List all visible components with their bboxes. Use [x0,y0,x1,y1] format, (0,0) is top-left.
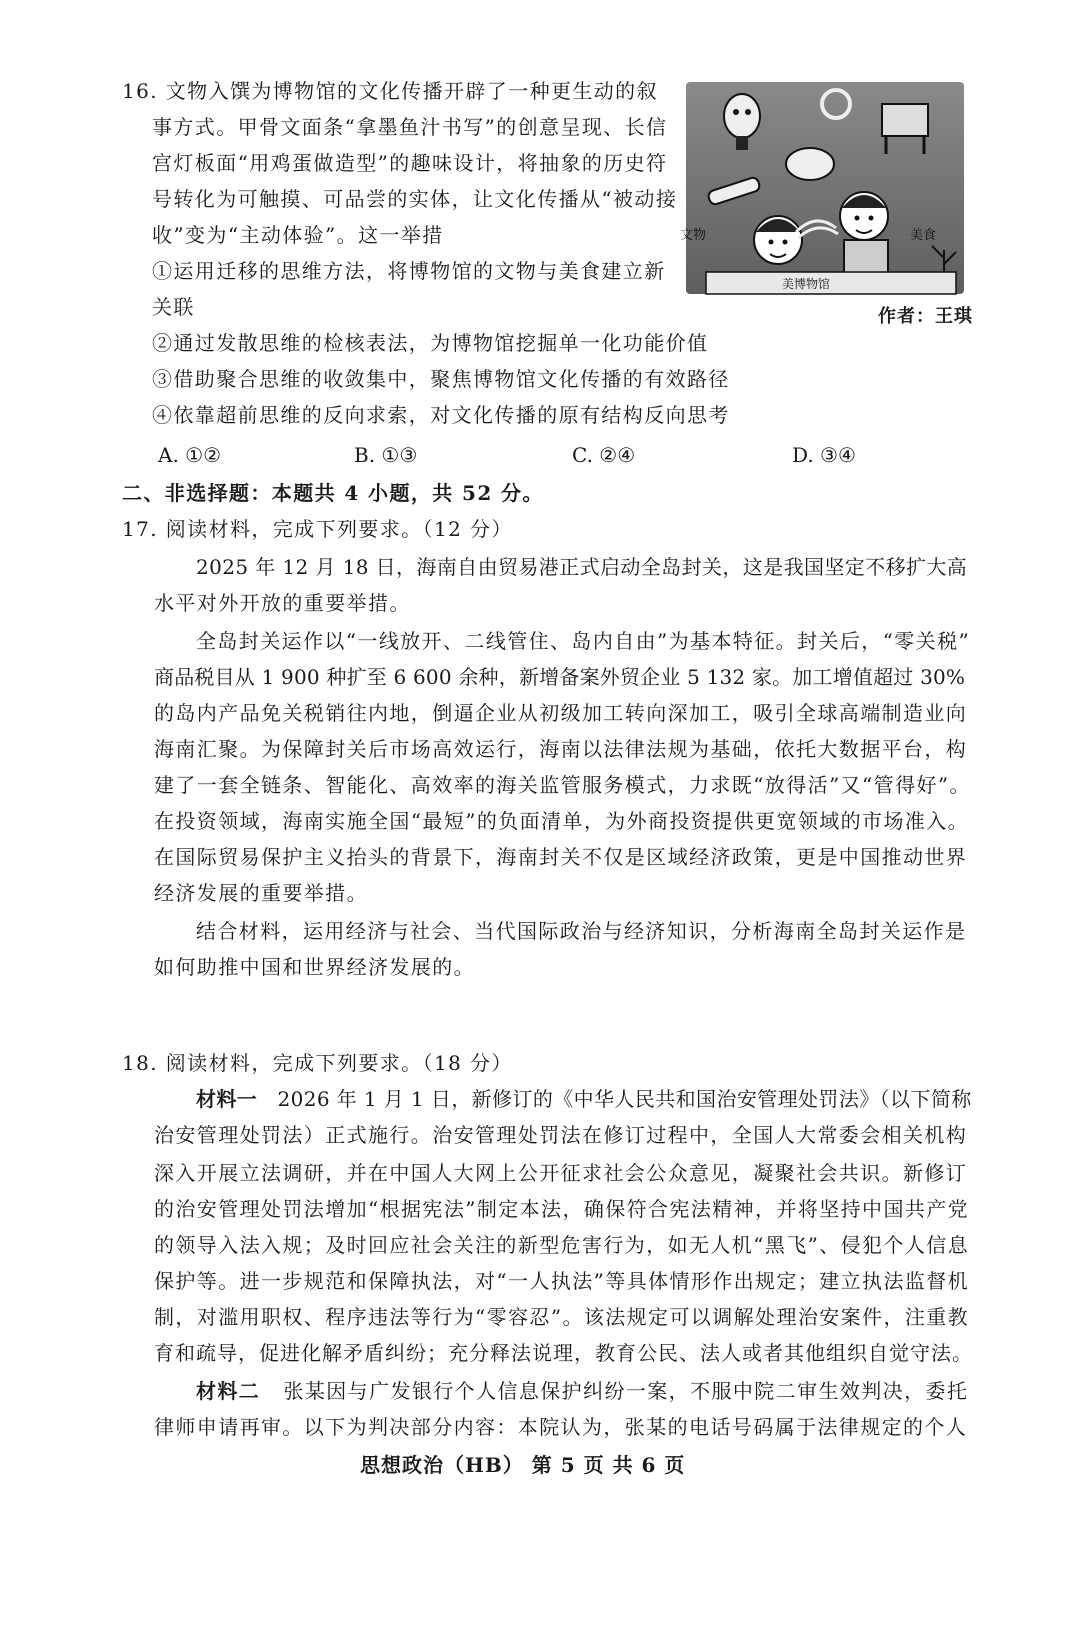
q18-material-1-label: 材料一 [196,1087,258,1111]
q16-line-9: ③借助聚合思维的收敛集中，聚焦博物馆文化传播的有效路径 [152,367,730,391]
cartoon-sign: 美博物馆 [782,277,831,291]
q16-line-1: 16. 文物入馔为博物馆的文化传播开辟了一种更生动的叙 [122,79,658,103]
section-2-heading: 二、非选择题：本题共 4 小题，共 52 分。 [122,481,544,505]
q18-m1-line-2: 治安管理处罚法）正式施行。治安管理处罚法在修订过程中，全国人大常委会相关机构 [154,1123,968,1147]
q17-line-10: 经济发展的重要举措。 [154,881,368,905]
q16-option-d: D. ③④ [792,443,856,467]
q16-line-6: ①运用迁移的思维方法，将博物馆的文物与美食建立新 [152,259,666,283]
q17-line-11: 结合材料，运用经济与社会、当代国际政治与经济知识，分析海南全岛封关运作是 [196,919,967,943]
q18-m1-line-4: 的治安管理处罚法增加“根据宪法”制定本法，确保符合宪法精神，并将坚持中国共产党 [154,1197,970,1221]
q17-line-6: 海南汇聚。为保障封关后市场高效运行，海南以法律法规为基础，依托大数据平台，构 [154,737,968,761]
q17-title: 17. 阅读材料，完成下列要求。（12 分） [122,517,513,541]
jade-disc-icon [822,90,850,118]
bowl-icon [786,148,834,180]
q18-m1-line-8: 育和疏导，促进化解矛盾纠纷；充分释法说理，教育公民、法人或者其他组织自觉守法。 [154,1341,973,1365]
page-footer: 思想政治（HB） 第 5 页 共 6 页 [360,1453,686,1477]
q18-m1-line-5: 的领导入法入规；及时回应社会关注的新型危害行为，如无人机“黑飞”、侵犯个人信息 [154,1233,970,1257]
scroll-icon [707,176,761,205]
q18-m1-line-6: 保护等。进一步规范和保障执法，对“一人执法”等具体情形作出规定；建立执法监督机 [154,1269,970,1293]
q17-line-3: 全岛封关运作以“一线放开、二线管住、岛内自由”为基本特征。封关后，“零关税” [196,629,971,653]
q16-line-5: 收”变为“主动体验”。这一举措 [152,223,444,247]
cartoon-author: 作者：王琪 [878,306,973,327]
q17-line-8: 在投资领域，海南实施全国“最短”的负面清单，为外商投资提供更宽领域的市场准入。 [154,809,970,833]
q18-material-2-first-line [196,1376,968,1406]
q16-line-10: ④依靠超前思维的反向求索，对文化传播的原有结构反向思考 [152,403,730,427]
q18-material-1-first-line [196,1084,972,1114]
q18-material-2-label: 材料二 [196,1379,261,1403]
q16-option-b: B. ①③ [354,443,418,467]
q16-line-8: ②通过发散思维的检核表法，为博物馆挖掘单一化功能价值 [152,331,709,355]
q16-line-2: 事方式。甲骨文面条“拿墨鱼汁书写”的创意呈现、长信 [152,115,668,139]
mask-icon [724,94,760,138]
q18-title: 18. 阅读材料，完成下列要求。（18 分） [122,1051,513,1075]
q17-line-5: 的岛内产品免关税销往内地，倒逼企业从初级加工转向深加工，吸引全球高端制造业向 [154,701,968,725]
q17-line-4: 商品税目从 1 900 种扩至 6 600 余种，新增备案外贸企业 5 132 家。加工增值超过 30% [154,665,966,689]
cartoon-label-right: 美食 [910,228,937,243]
cartoon-drawing [686,82,964,294]
q16-line-4: 号转化为可触摸、可品尝的实体，让文化传播从“被动接 [152,187,678,211]
q16-option-c: C. ②④ [572,443,636,467]
q18-material-2-text: 张某因与广发银行个人信息保护纠纷一案，不服中院二审生效判决，委托 [283,1379,969,1403]
q18-material-1-text: 2026 年 1 月 1 日，新修订的《中华人民共和国治安管理处罚法》（以下简称 [277,1087,972,1111]
q18-m1-line-3: 深入开展立法调研，并在中国人大网上公开征求社会公众意见，凝聚社会共识。新修订 [154,1161,968,1185]
vessel-icon [882,104,928,136]
q17-line-7: 建了一套全链条、智能化、高效率的海关监管服务模式，力求既“放得活”又“管得好”。 [154,773,971,797]
q17-line-12: 如何助推中国和世界经济发展的。 [154,955,475,979]
q17-line-9: 在国际贸易保护主义抬头的背景下，海南封关不仅是区域经济政策，更是中国推动世界 [154,845,968,869]
q17-line-2: 水平对外开放的重要举措。 [154,591,411,615]
q16-line-7: 关联 [152,295,195,319]
q18-m2-line-2: 律师申请再审。以下为判决部分内容：本院认为，张某的电话号码属于法律规定的个人 [154,1415,968,1439]
q17-line-1: 2025 年 12 月 18 日，海南自由贸易港正式启动全岛封关，这是我国坚定不移扩大高 [196,555,968,579]
q16-option-a: A. ①② [158,443,222,467]
q18-m1-line-7: 制，对滥用职权、程序违法等行为“零容忍”。该法规定可以调解处理治安案件，注重教 [154,1305,970,1329]
cartoon-label-left: 文物 [680,228,707,243]
cartoon-illustration [680,82,964,294]
q16-line-3: 宫灯板面“用鸡蛋做造型”的趣味设计，将抽象的历史符 [152,151,668,175]
